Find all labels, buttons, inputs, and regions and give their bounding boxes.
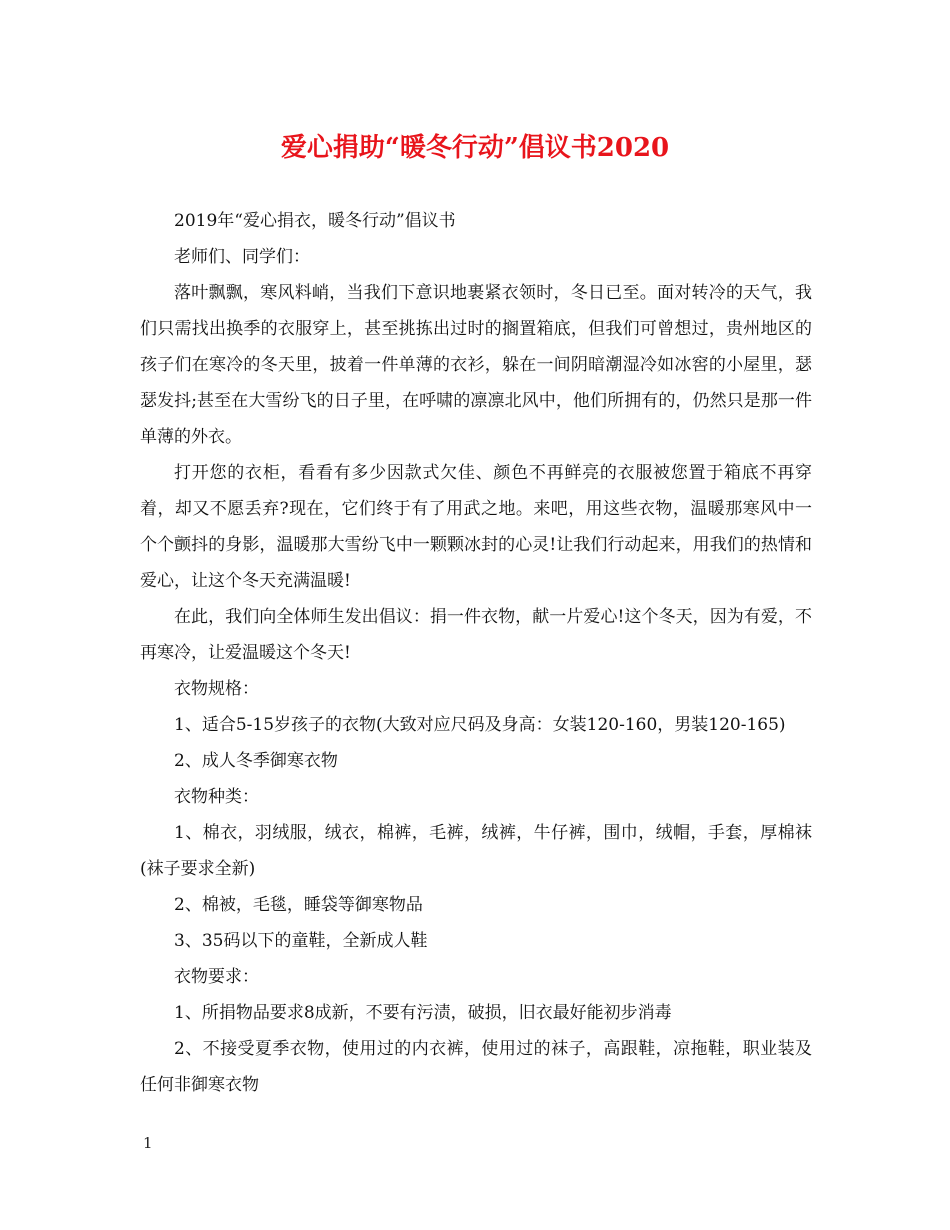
heading-clothing-spec: 衣物规格：	[174, 679, 259, 699]
list-item-type-2: 2、棉被，毛毯，睡袋等御寒物品	[174, 895, 423, 915]
list-item-spec-1: 1、适合5-15岁孩子的衣物(大致对应尺码及身高：女装120-160，男装120-165)	[174, 715, 786, 735]
paragraph-intro: 落叶飘飘，寒风料峭，当我们下意识地裹紧衣领时，冬日已至。面对转冷的天气，我们只需找出换季的衣服穿上，甚至挑拣出过时的搁置箱底，但我们可曾想过，贵州地区的孩子们在寒冷的冬天里，披着一件单薄的衣衫，躲在一间阴暗潮湿冷如冰窖的小屋里，瑟瑟发抖;甚至在大雪纷飞的日子里，在呼啸的凛凛北风中，他们所拥有的，仍然只是那一件单薄的外衣。	[140, 283, 812, 447]
paragraph-initiative: 在此，我们向全体师生发出倡议：捐一件衣物，献一片爱心!这个冬天，因为有爱，不再寒冷，让爱温暖这个冬天!	[140, 607, 812, 663]
list-item-requirement-2: 2、不接受夏季衣物，使用过的内衣裤，使用过的袜子，高跟鞋，凉拖鞋，职业装及任何非御寒衣物	[140, 1039, 812, 1095]
document-body	[140, 203, 812, 1103]
paragraph-appeal: 打开您的衣柜，看看有多少因款式欠佳、颜色不再鲜亮的衣服被您置于箱底不再穿着，却又不愿丢弃?现在，它们终于有了用武之地。来吧，用这些衣物，温暖那寒风中一个个颤抖的身影，温暖那大雪纷飞中一颗颗冰封的心灵!让我们行动起来，用我们的热情和爱心，让这个冬天充满温暖!	[140, 463, 812, 591]
list-item-type-1: 1、棉衣，羽绒服，绒衣，棉裤，毛裤，绒裤，牛仔裤，围巾，绒帽，手套，厚棉袜(袜子要求全新)	[140, 823, 812, 879]
page-number: 1	[143, 1134, 153, 1152]
paragraph-greeting: 老师们、同学们：	[174, 247, 310, 267]
heading-clothing-types: 衣物种类：	[174, 787, 259, 807]
list-item-type-3: 3、35码以下的童鞋，全新成人鞋	[174, 931, 428, 951]
heading-clothing-requirements: 衣物要求：	[174, 967, 259, 987]
paragraph-subtitle: 2019年“爱心捐衣，暖冬行动”倡议书	[174, 211, 456, 231]
document-title: 爱心捐助“暖冬行动”倡议书2020	[280, 133, 670, 163]
list-item-spec-2: 2、成人冬季御寒衣物	[174, 751, 338, 771]
list-item-requirement-1: 1、所捐物品要求8成新，不要有污渍，破损，旧衣最好能初步消毒	[174, 1003, 672, 1023]
